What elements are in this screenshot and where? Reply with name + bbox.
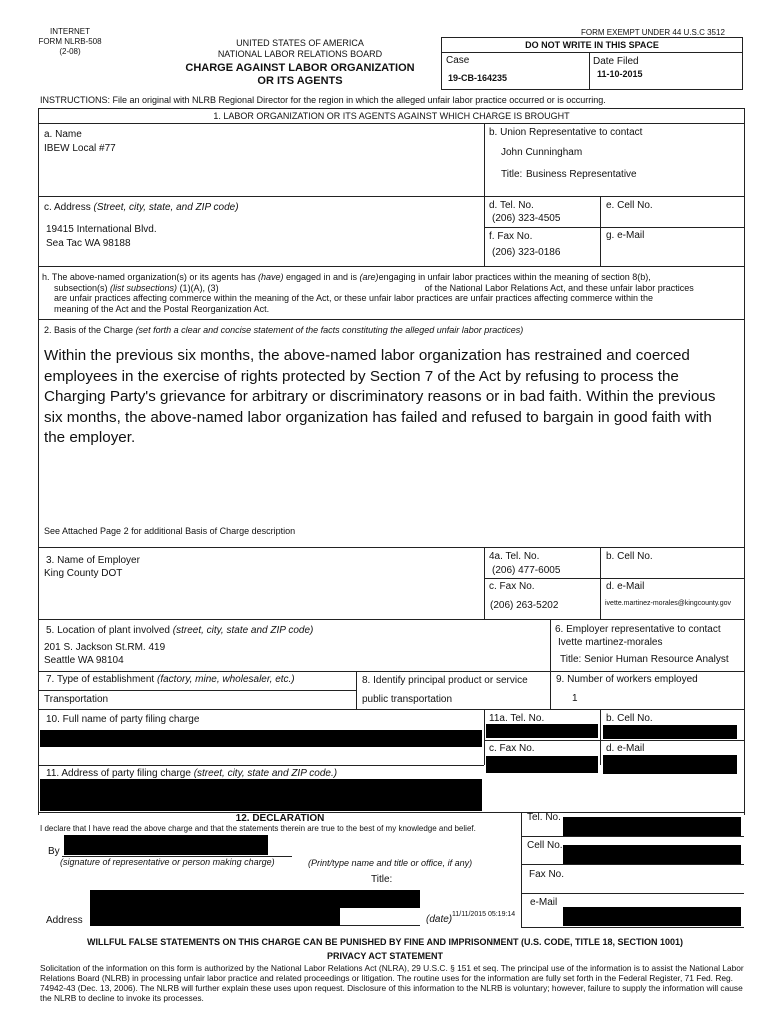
union-rep-label: b. Union Representative to contact (489, 127, 643, 138)
union-email-label: g. e-Mail (606, 230, 645, 241)
workers-label: 9. Number of workers employed (556, 674, 698, 685)
signature-hint: (signature of representative or person making charge) (60, 857, 275, 867)
declaration-date-label: (date) (426, 914, 453, 925)
h-line1: h. The above-named organization(s) or its agents has (have) engaged in and is (are)engaging in unfair labor practices within the meaning of section 8(b), (42, 272, 651, 282)
declaration-email-redacted (563, 907, 741, 926)
workers-value[interactable]: 1 (572, 693, 578, 704)
h-line3: are unfair practices affecting commerce within the meaning of the Act, or these unfair labor practices are unfair practices affecting commerce within the (54, 293, 653, 303)
union-name-value[interactable]: IBEW Local #77 (44, 143, 116, 154)
union-address-label (44, 202, 239, 213)
instructions: INSTRUCTIONS: File an original with NLRB Regional Director for the region in which the alleged unfair labor practice occurred or is occurring. (40, 95, 606, 105)
section1-h-statement (42, 272, 694, 314)
location-hint: (street, city, state and ZIP code) (172, 625, 314, 636)
product-label: 8. Identify principal product or service (362, 675, 528, 686)
party-cell-redacted (603, 725, 737, 739)
declaration-email-label: e-Mail (530, 897, 558, 908)
party-tel-redacted (486, 724, 598, 738)
declaration-tel-label: Tel. No. (527, 812, 561, 823)
declaration-date-value[interactable]: 11/11/2015 05:19:14 (452, 911, 516, 918)
office-use-title: DO NOT WRITE IN THIS SPACE (525, 40, 659, 50)
h-line4: meaning of the Act and the Postal Reorganization Act. (54, 303, 270, 314)
declaration-cell-redacted (563, 845, 741, 864)
party-email-redacted (603, 755, 737, 774)
date-filed-value: 11-10-2015 (597, 69, 643, 79)
party-address-hint: (street, city, state and ZIP code.) (193, 768, 338, 779)
union-address-label-text: c. Address (44, 202, 91, 213)
declaration-statement: I declare that I have read the above charge and that the statements therein are true to the best of my knowledge and belief. (40, 824, 476, 833)
section1-heading: 1. LABOR ORGANIZATION OR ITS AGENTS AGAINST WHICH CHARGE IS BROUGHT (213, 111, 570, 121)
location-line2[interactable]: Seattle WA 98104 (44, 655, 124, 666)
union-tel-label: d. Tel. No. (489, 200, 534, 211)
union-cell-label: e. Cell No. (606, 200, 653, 211)
union-address-line2[interactable]: Sea Tac WA 98188 (46, 238, 131, 249)
employer-rep-label: 6. Employer representative to contact (555, 624, 721, 635)
form-revision: (2-08) (59, 47, 81, 56)
establishment-value[interactable]: Transportation (44, 694, 109, 705)
employer-rep-title[interactable]: Title: Senior Human Resource Analyst (560, 654, 729, 665)
privacy-heading: PRIVACY ACT STATEMENT (326, 951, 443, 961)
employer-email-label: d. e-Mail (606, 581, 645, 592)
page-title-line2: OR ITS AGENTS (257, 75, 343, 87)
h-subsections-value[interactable]: (1)(A), (3) (177, 282, 219, 293)
exempt-notice: FORM EXEMPT UNDER 44 U.S.C 3512 (581, 28, 725, 37)
basis-text[interactable]: Within the previous six months, the above-named labor organization has restrained and coerced employees in the exercise of rights protected by Section 7 of the Act by refusing to process the Charging Party's grievance for arbitrary or discriminatory reasons or in bad faith. Within the previous six months, the above-named labor organization has failed and refused to bargain in good faith with the employer. (44, 347, 716, 446)
false-statement-warning: WILLFUL FALSE STATEMENTS ON THIS CHARGE CAN BE PUNISHED BY FINE AND IMPRISONMENT (U.S. CODE, TITLE 18, SECTION 1001) (86, 937, 684, 947)
employer-name-value[interactable]: King County DOT (44, 568, 123, 579)
signature-redacted (64, 835, 268, 855)
employer-fax-value[interactable]: (206) 263-5202 (490, 600, 559, 611)
title-redacted (90, 890, 420, 908)
declaration-tel-redacted (563, 817, 741, 836)
union-fax-label: f. Fax No. (489, 231, 533, 242)
party-address-label: 11. Address of party filing charge (street, city, state and ZIP code.) (46, 768, 338, 779)
party-name-label: 10. Full name of party filing charge (46, 714, 200, 725)
party-email-label: d. e-Mail (606, 743, 645, 754)
union-rep-title-value[interactable]: Business Representative (526, 169, 637, 180)
employer-tel-label: 4a. Tel. No. (489, 551, 540, 562)
privacy-statement: Solicitation of the information on this form is authorized by the National Labor Relations Act (NLRA), 29 U.S.C. § 151 et seq. The principal use of the information is to assist the National Labor Relations Board (NLRB) in processing unfair labor practice and related proceedings or litigation. The routine uses for the information are fully set forth in the Federal Register, 71 Fed. Reg. 74942-43 (Dec. 13, 2006). The NLRB will further explain these uses upon request. Disclosure of this information to the NLRB is voluntary; however, failure to supply the information will cause the NLRB to decline to invoke its processes. (40, 963, 744, 1003)
form-number: FORM NLRB-508 (38, 37, 102, 46)
h-line2: subsection(s) (list subsections) (1)(A), (3) of the National Labor Relations Act, and these unfair labor practices (54, 282, 694, 293)
union-rep-title-label: Title: (501, 169, 523, 180)
party-name-redacted (40, 730, 482, 747)
declaration-heading: 12. DECLARATION (235, 813, 325, 824)
party-fax-label: c. Fax No. (489, 743, 535, 754)
employer-email-value[interactable]: ivette.martinez-morales@kingcounty.gov (605, 600, 732, 607)
union-fax-value[interactable]: (206) 323-0186 (492, 247, 561, 258)
date-filed-label: Date Filed (593, 56, 639, 67)
party-tel-label: 11a. Tel. No. (489, 713, 545, 724)
basis-label: 2. Basis of the Charge (set forth a clear and concise statement of the facts constituting the alleged unfair labor practices) (44, 325, 524, 335)
employer-cell-label: b. Cell No. (606, 551, 653, 562)
location-line1[interactable]: 201 S. Jackson St.RM. 419 (44, 642, 166, 653)
declaration-fax-label: Fax No. (529, 869, 565, 880)
declaration-title-label: Title: (371, 874, 393, 885)
party-fax-redacted (486, 756, 598, 773)
location-label: 5. Location of plant involved (street, city, state and ZIP code) (46, 625, 314, 636)
case-label: Case (446, 55, 470, 66)
case-number: 19-CB-164235 (448, 73, 508, 83)
establishment-label: 7. Type of establishment (factory, mine, wholesaler, etc.) (46, 674, 295, 685)
employer-fax-label: c. Fax No. (489, 581, 535, 592)
employer-name-label: 3. Name of Employer (46, 555, 140, 566)
union-tel-value[interactable]: (206) 323-4505 (492, 213, 561, 224)
union-name-label: a. Name (44, 129, 82, 140)
declaration-address-redacted (90, 908, 340, 926)
employer-tel-value[interactable]: (206) 477-6005 (492, 565, 561, 576)
gov-line1: UNITED STATES OF AMERICA (236, 38, 364, 48)
establishment-hint: (factory, mine, wholesaler, etc.) (157, 674, 295, 685)
party-address-redacted (40, 779, 482, 811)
print-name-hint: (Print/type name and title or office, if any) (308, 858, 473, 868)
declaration-address-label: Address (46, 915, 83, 926)
form-internet: INTERNET (50, 27, 90, 36)
gov-line2: NATIONAL LABOR RELATIONS BOARD (217, 49, 383, 59)
union-rep-value[interactable]: John Cunningham (501, 147, 583, 158)
union-address-hint: (Street, city, state, and ZIP code) (93, 202, 239, 213)
form-id-block (30, 27, 110, 57)
party-cell-label: b. Cell No. (606, 713, 653, 724)
by-label: By (48, 846, 60, 857)
product-value[interactable]: public transportation (362, 694, 453, 705)
basis-attached-note: See Attached Page 2 for additional Basis of Charge description (44, 526, 296, 536)
basis-hint: (set forth a clear and concise statement of the facts constituting the alleged unfair labor practices) (135, 325, 524, 335)
union-address-line1[interactable]: 19415 International Blvd. (46, 224, 157, 235)
declaration-cell-label: Cell No. (527, 840, 563, 851)
employer-rep-value[interactable]: Ivette martinez-morales (558, 637, 663, 648)
page-title-line1: CHARGE AGAINST LABOR ORGANIZATION (185, 62, 415, 74)
